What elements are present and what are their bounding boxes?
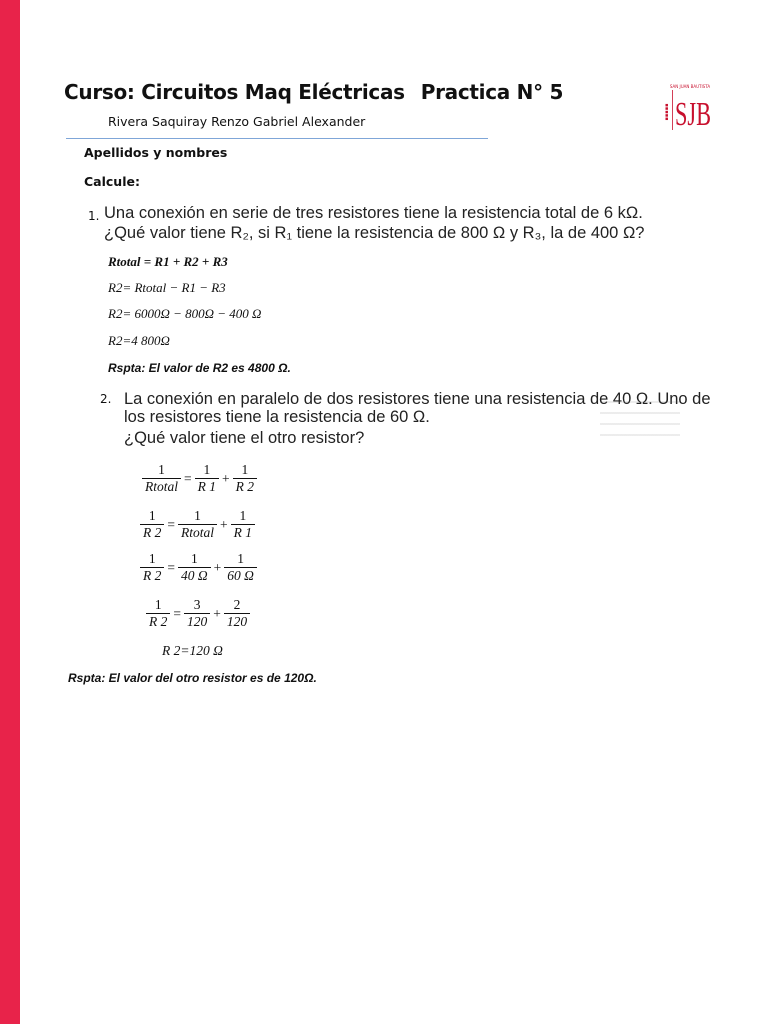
school-logo <box>664 82 714 132</box>
p1-equation-3: R2= 6000Ω − 800Ω − 400 Ω <box>108 306 262 321</box>
p1-equation-1: Rtotal = R1 + R2 + R3 <box>108 254 228 269</box>
problem-2-line-3: ¿Qué valor tiene el otro resistor? <box>124 429 365 447</box>
p2-answer: Rspta: El valor del otro resistor es de 120Ω. <box>68 671 317 685</box>
problem-2-line-2: los resistores tiene la resistencia de 60 Ω. <box>124 408 430 426</box>
calc-label: Calcule: <box>84 174 140 189</box>
scan-bleed-through <box>600 392 680 436</box>
p2-formula-1: $\frac{1}{\text{Rtotal}}$ = $\frac{1}{R 1}$ + $\frac{1}{R 2}$ <box>140 462 259 495</box>
p2-formula-2: $\frac{1}{R 2}$ = $\frac{1}{\text{Rtotal}}$ + $\frac{1}{R 1}$ <box>138 508 257 541</box>
problem-1-number: 1. <box>88 209 100 223</box>
p1-equation-4: R2=4 800Ω <box>108 333 170 348</box>
svg-text:▪▪▪▪▪: ▪▪▪▪▪ <box>664 103 670 121</box>
svg-text:SJB: SJB <box>675 96 711 133</box>
red-sidebar-bar <box>0 0 20 1024</box>
problem-2-line-1: La conexión en paralelo de dos resistores tiene una resistencia de 40 Ω. Uno de <box>124 390 711 408</box>
student-name: Rivera Saquiray Renzo Gabriel Alexander <box>108 114 366 129</box>
p1-answer: Rspta: El valor de R2 es 4800 Ω. <box>108 361 291 375</box>
p2-formula-4: $\frac{1}{R 2}$ = $\frac{3}{120}$ + $\frac{2}{120}$ <box>144 597 252 630</box>
problem-1-line-2: ¿Qué valor tiene R₂, si R₁ tiene la resistencia de 800 Ω y R₃, la de 400 Ω? <box>104 224 645 242</box>
p2-formula-3: $\frac{1}{R 2}$ = $\frac{1}{40 \Omega}$ + $\frac{1}{60 \Omega}$ <box>138 551 259 584</box>
p2-result: R 2=120 Ω <box>162 643 223 658</box>
header-divider <box>66 138 488 139</box>
names-label: Apellidos y nombres <box>84 145 228 160</box>
problem-2-number: 2. <box>100 392 112 406</box>
problem-1-line-1: Una conexión en serie de tres resistores tiene la resistencia total de 6 kΩ. <box>104 204 643 222</box>
document-title: Curso: Circuitos Maq Eléctricas Practica N° 5 <box>64 80 564 104</box>
p1-equation-2: R2= Rtotal − R1 − R3 <box>108 280 226 295</box>
svg-text:SAN JUAN BAUTISTA: SAN JUAN BAUTISTA <box>669 84 711 89</box>
